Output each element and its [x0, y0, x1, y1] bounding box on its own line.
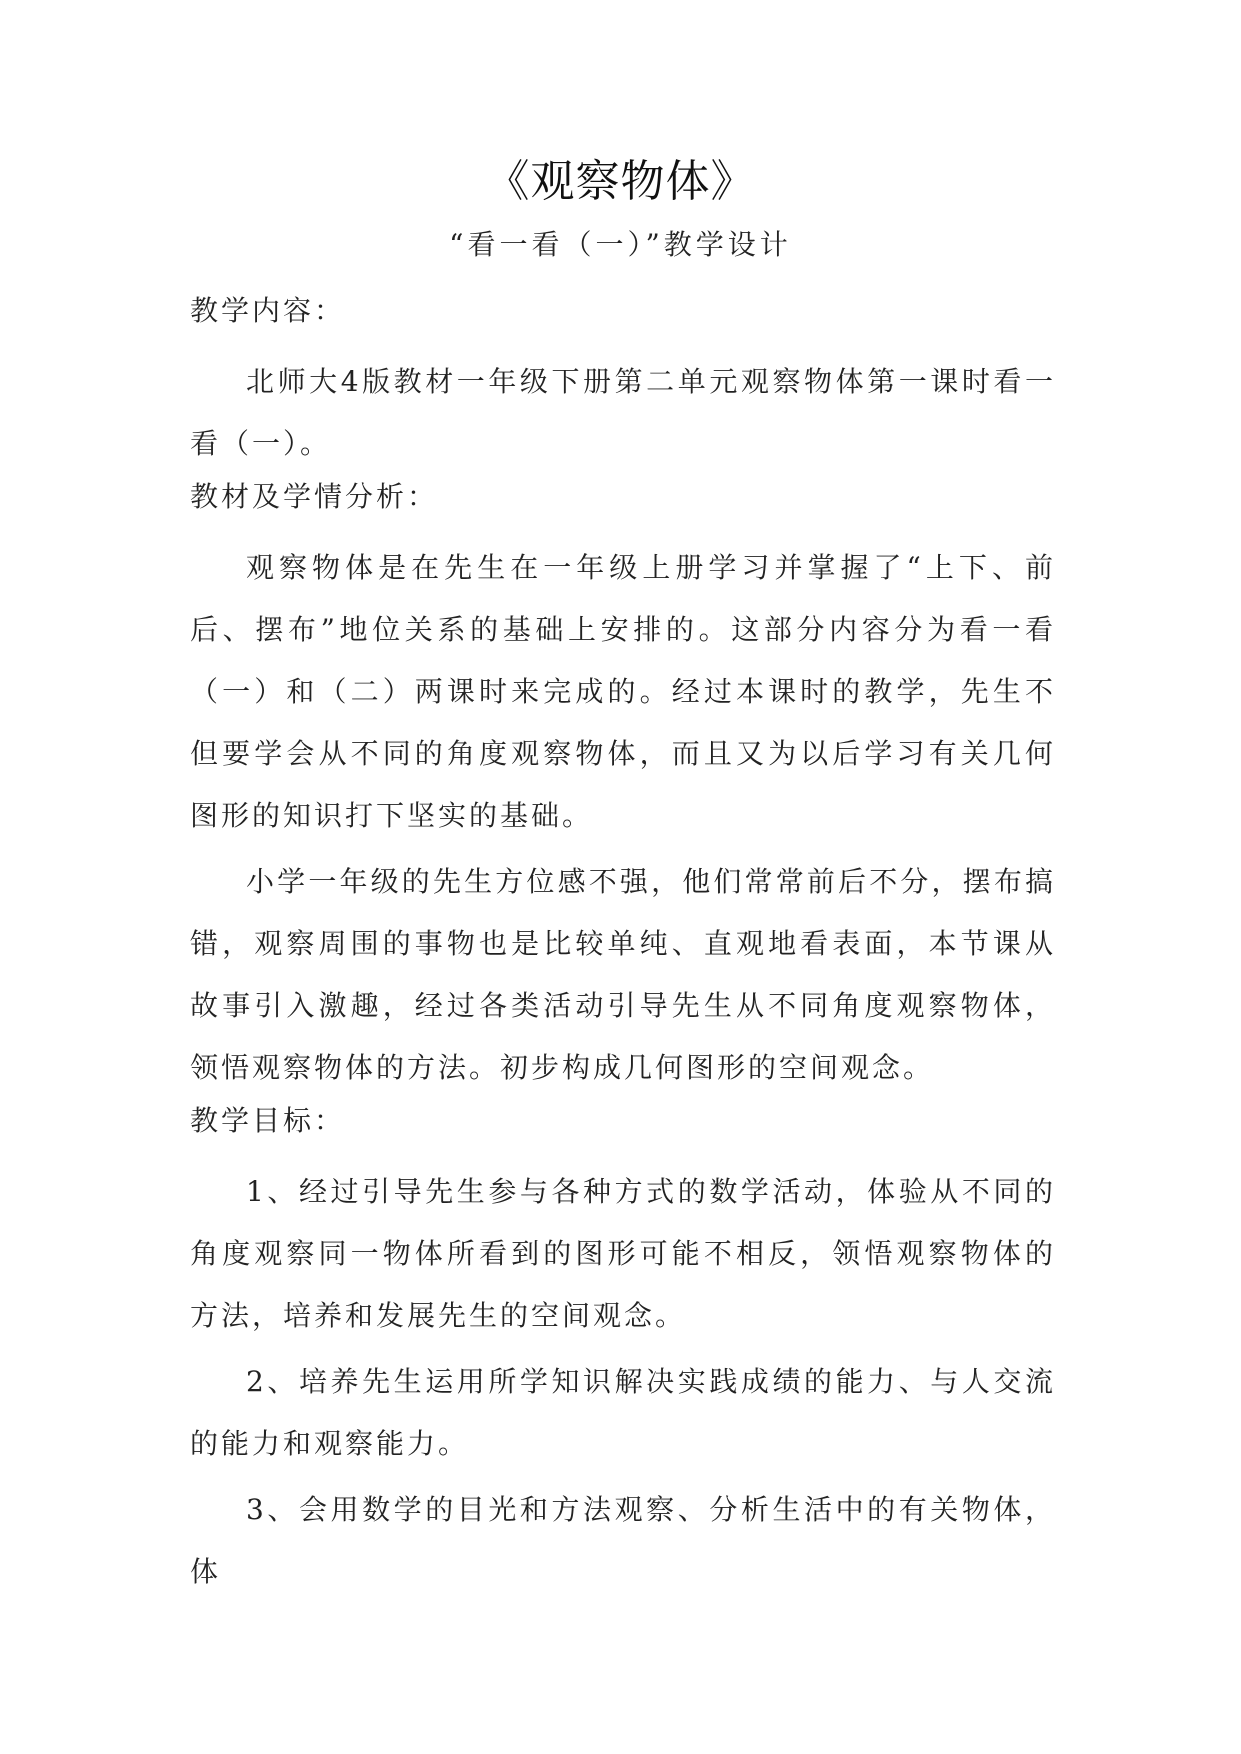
paragraph-goal-3: 3、会用数学的目光和方法观察、分析生活中的有关物体，体: [190, 1493, 1056, 1588]
section-heading-analysis: 教材及学情分析：: [190, 480, 439, 513]
document-title: 《观察物体》: [485, 156, 756, 207]
section-heading-content: 教学内容：: [190, 294, 346, 327]
paragraph-content: 北师大4版教材一年级下册第二单元观察物体第一课时看一看（一）。: [190, 365, 1056, 460]
paragraph-analysis-1: 观察物体是在先生在一年级上册学习并掌握了“上下、前后、摆布”地位关系的基础上安排的。这部分内容分为看一看（一）和（二）两课时来完成的。经过本课时的教学，先生不但要学会从不同的角度观察物体，而且又为以后学习有关几何图形的知识打下坚实的基础。: [190, 551, 1056, 832]
document-subtitle: “看一看（一）”教学设计: [449, 228, 792, 261]
paragraph-goal-2: 2、培养先生运用所学知识解决实践成绩的能力、与人交流的能力和观察能力。: [190, 1365, 1056, 1460]
document-body: [190, 291, 1056, 1603]
paragraph-goal-1: 1、经过引导先生参与各种方式的数学活动，体验从不同的角度观察同一物体所看到的图形可能不相反，领悟观察物体的方法，培养和发展先生的空间观念。: [190, 1175, 1056, 1332]
paragraph-analysis-2: 小学一年级的先生方位感不强，他们常常前后不分，摆布搞错，观察周围的事物也是比较单纯、直观地看表面，本节课从故事引入激趣，经过各类活动引导先生从不同角度观察物体，领悟观察物体的方法。初步构成几何图形的空间观念。: [190, 865, 1056, 1084]
section-heading-goals: 教学目标：: [190, 1104, 346, 1137]
